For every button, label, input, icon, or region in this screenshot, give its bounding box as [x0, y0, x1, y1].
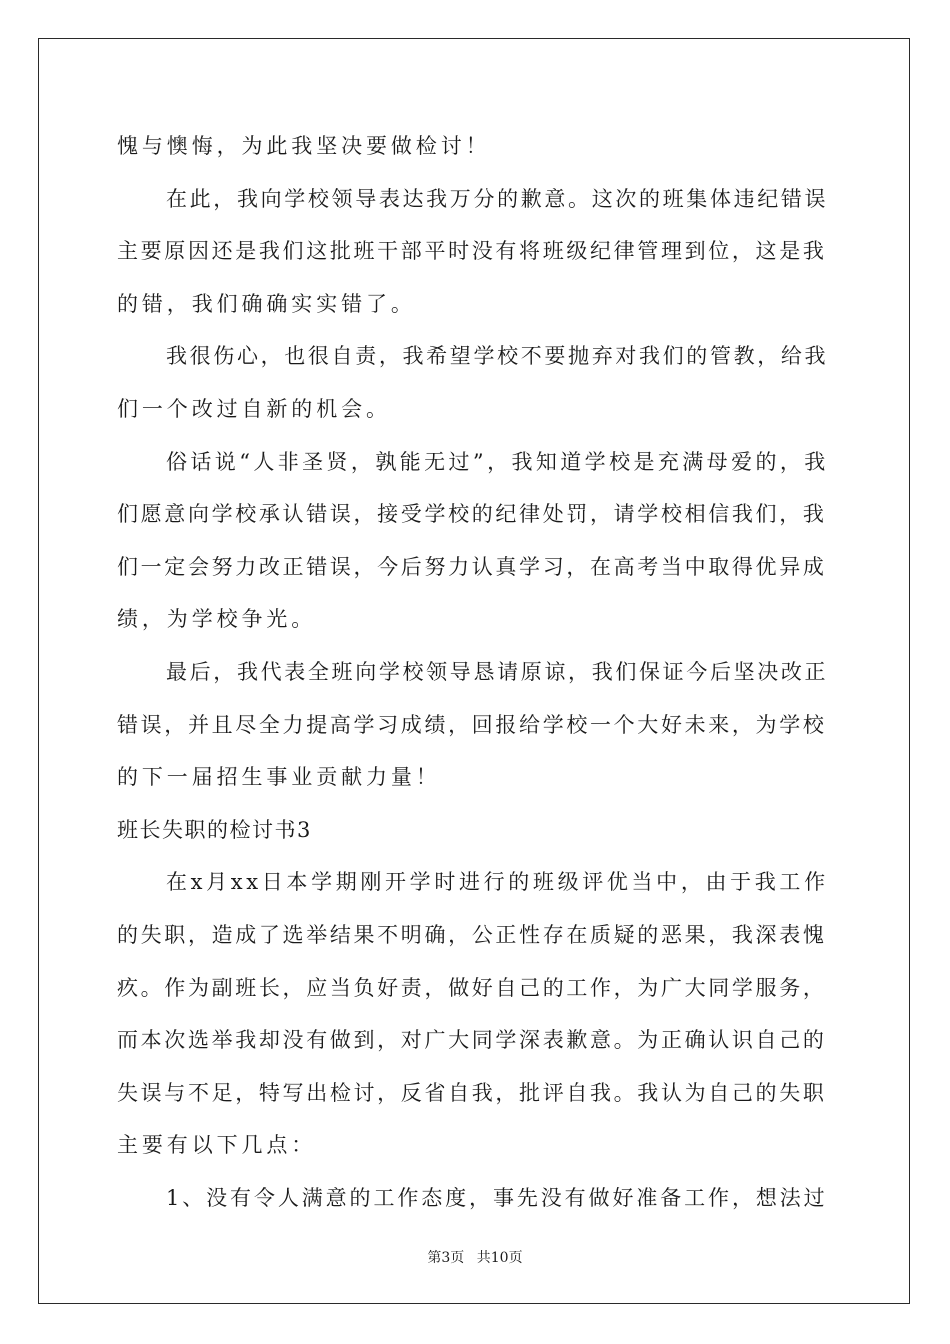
- text-line: 愧与懊悔，为此我坚决要做检讨！: [117, 134, 491, 158]
- document-body: [117, 120, 832, 1224]
- text-line: 最后，我代表全班向学校领导恳请原谅，我们保证今后坚决改正: [166, 659, 829, 684]
- section-heading: 班长失职的检讨书3: [117, 817, 312, 842]
- text-line: 1、没有令人满意的工作态度，事先没有做好准备工作，想法过: [166, 1185, 828, 1210]
- text-line: 失误与不足，特写出检讨，反省自我，批评自我。我认为自己的失职: [117, 1080, 827, 1105]
- text-line: 们一定会努力改正错误，今后努力认真学习，在高考当中取得优异成: [117, 554, 827, 579]
- text-line: 在此，我向学校领导表达我万分的歉意。这次的班集体违纪错误: [166, 186, 829, 211]
- text-line: 主要有以下几点：: [117, 1133, 317, 1158]
- text-line: 的失职，造成了选举结果不明确，公正性存在质疑的恶果，我深表愧: [117, 922, 827, 947]
- text-line: 主要原因还是我们这批班干部平时没有将班级纪律管理到位，这是我: [117, 239, 827, 264]
- text-line: 绩，为学校争光。: [117, 607, 317, 632]
- text-line: 错误，并且尽全力提高学习成绩，回报给学校一个大好未来，为学校: [117, 712, 827, 737]
- page-number-total: 共10页: [476, 1250, 523, 1266]
- page-footer: [0, 1247, 950, 1267]
- text-line: 而本次选举我却没有做到，对广大同学深表歉意。为正确认识自己的: [117, 1028, 827, 1053]
- text-line: 的下一届招生事业贡献力量！: [117, 765, 441, 790]
- text-line: 在x月xx日本学期刚开学时进行的班级评优当中，由于我工作: [166, 870, 829, 895]
- text-line: 们愿意向学校承认错误，接受学校的纪律处罚，请学校相信我们，我: [117, 502, 827, 527]
- text-line: 俗话说“人非圣贤，孰能无过”，我知道学校是充满母爱的，我: [166, 449, 829, 474]
- text-line: 们一个改过自新的机会。: [117, 396, 391, 421]
- page-number-current: 第3页: [427, 1250, 465, 1266]
- text-line: 的错，我们确确实实错了。: [117, 291, 416, 316]
- text-line: 疚。作为副班长，应当负好责，做好自己的工作，为广大同学服务，: [117, 975, 827, 1000]
- text-line: 我很伤心，也很自责，我希望学校不要抛弃对我们的管教，给我: [166, 344, 829, 369]
